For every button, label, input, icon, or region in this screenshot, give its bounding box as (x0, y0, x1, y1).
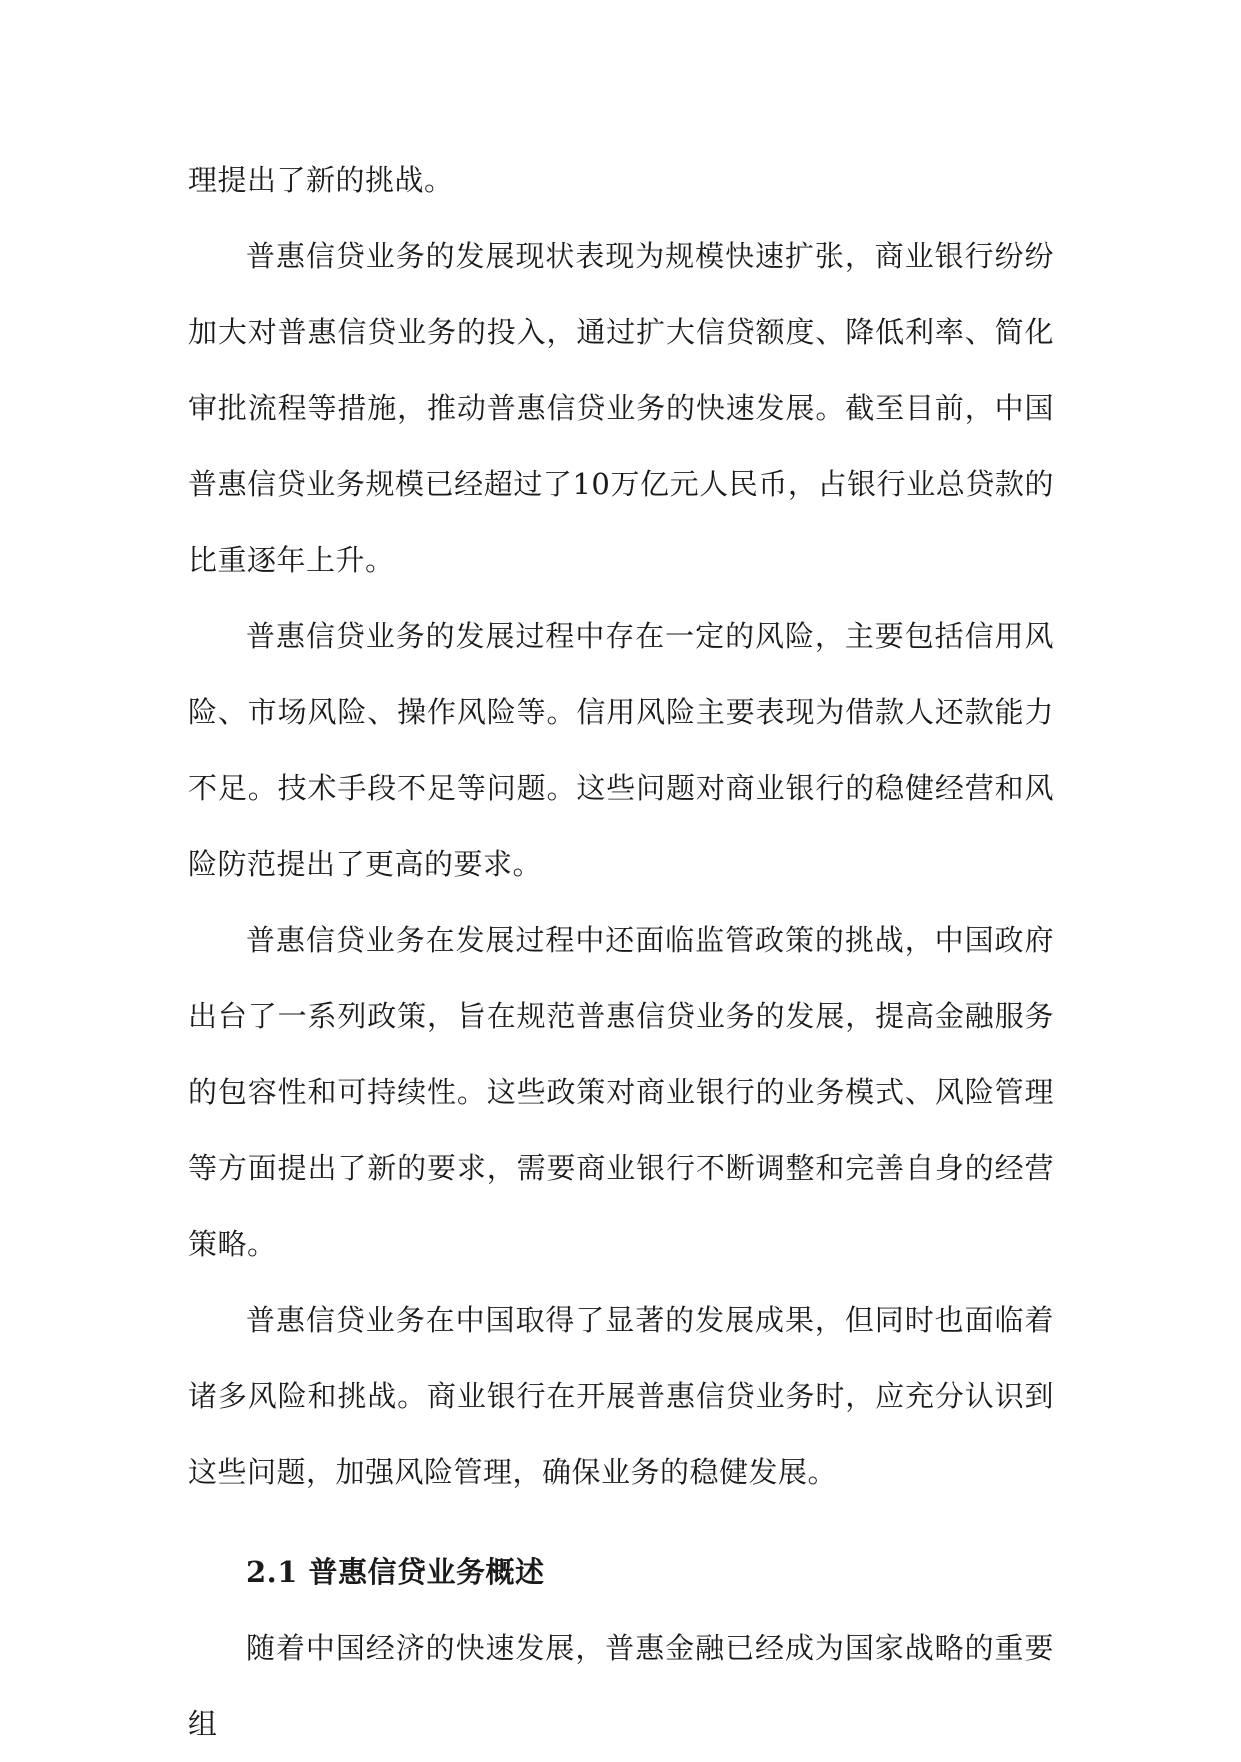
paragraph-summary: 普惠信贷业务在中国取得了显著的发展成果，但同时也面临着诸多风险和挑战。商业银行在开展普惠信贷业务时，应充分认识到这些问题，加强风险管理，确保业务的稳健发展。 (188, 1303, 1054, 1489)
continuation-paragraph: 理提出了新的挑战。 (188, 163, 454, 197)
paragraph-overview-start: 随着中国经济的快速发展，普惠金融已经成为国家战略的重要组 (188, 1631, 1054, 1741)
paragraph-development-status: 普惠信贷业务的发展现状表现为规模快速扩张，商业银行纷纷加大对普惠信贷业务的投入，通过扩大信贷额度、降低利率、简化审批流程等措施，推动普惠信贷业务的快速发展。截至目前，中国普惠信贷业务规模已经超过了10万亿元人民币，占银行业总贷款的比重逐年上升。 (188, 239, 1054, 577)
paragraph-regulatory-policy: 普惠信贷业务在发展过程中还面临监管政策的挑战，中国政府出台了一系列政策，旨在规范普惠信贷业务的发展，提高金融服务的包容性和可持续性。这些政策对商业银行的业务模式、风险管理等方面提出了新的要求，需要商业银行不断调整和完善自身的经营策略。 (188, 923, 1054, 1261)
body-text (188, 142, 1054, 1762)
paragraph-risks: 普惠信贷业务的发展过程中存在一定的风险，主要包括信用风险、市场风险、操作风险等。信用风险主要表现为借款人还款能力不足。技术手段不足等问题。这些问题对商业银行的稳健经营和风险防范提出了更高的要求。 (188, 619, 1054, 881)
section-heading: 2.1 普惠信贷业务概述 (246, 1555, 545, 1589)
